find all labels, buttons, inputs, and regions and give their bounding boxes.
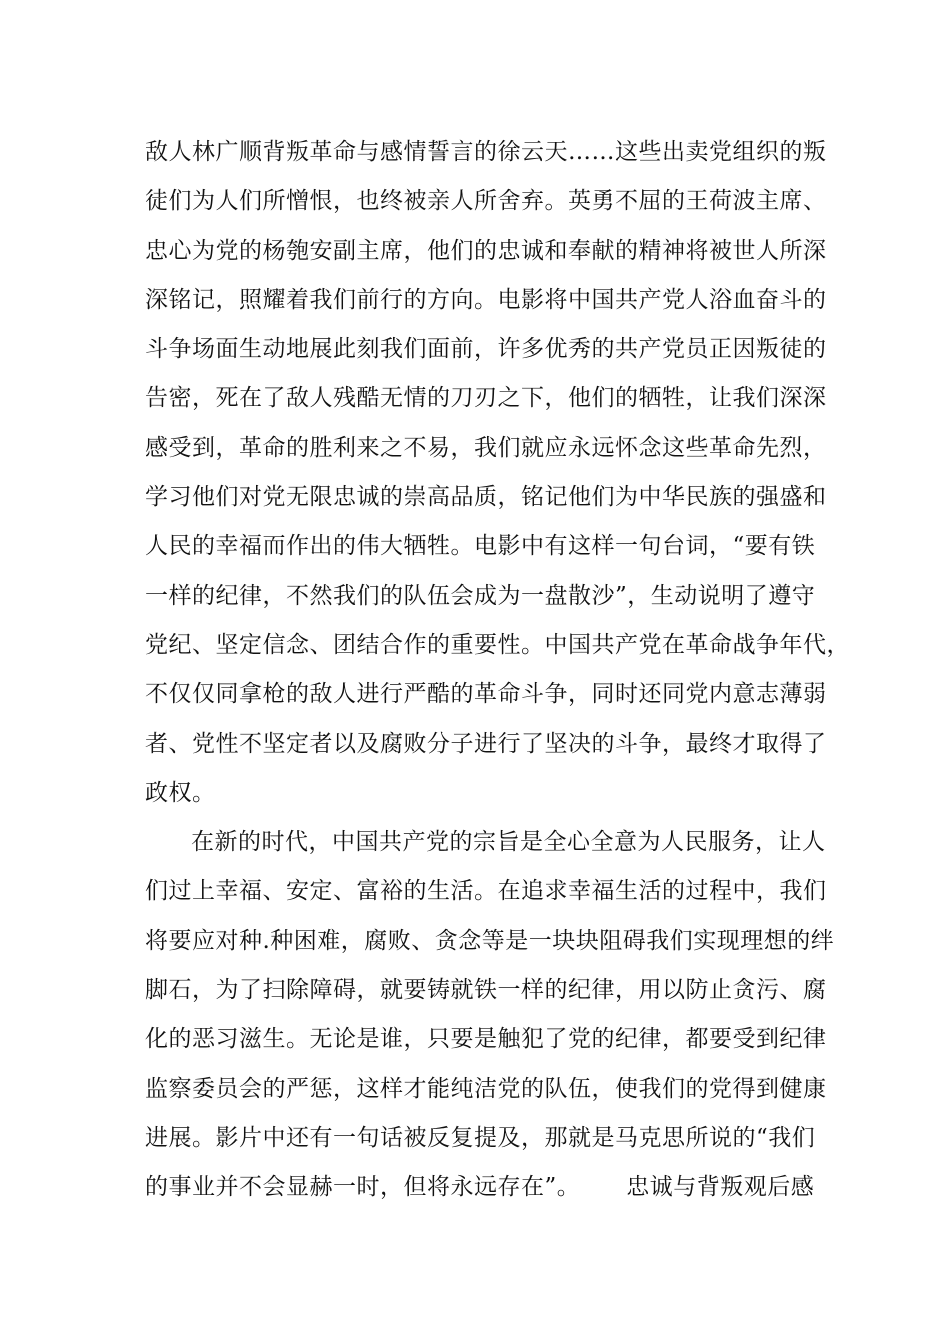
text-line-last bbox=[145, 1163, 825, 1212]
text-line: 将要应对种.种困难，腐败、贪念等是一块块阻碍我们实现理想的绊 bbox=[145, 927, 835, 954]
last-line-text: 的事业并不会显赫一时，但将永远存在”。 bbox=[145, 1174, 581, 1201]
text-line: 政权。 bbox=[145, 779, 216, 806]
text-line: 脚石，为了扫除障碍，就要铸就铁一样的纪律，用以防止贪污、腐 bbox=[145, 977, 827, 1004]
text-line: 深铭记，照耀着我们前行的方向。电影将中国共产党人浴血奋斗的 bbox=[145, 286, 827, 313]
body-text bbox=[145, 128, 850, 1213]
next-article-title: 忠诚与背叛观后感 bbox=[626, 1174, 815, 1201]
text-line: 进展。影片中还有一句话被反复提及，那就是马克思所说的“我们 bbox=[145, 1124, 816, 1151]
text-line: 党纪、坚定信念、团结合作的重要性。中国共产党在革命战争年代， bbox=[145, 631, 850, 658]
text-line: 感受到，革命的胜利来之不易，我们就应永远怀念这些革命先烈， bbox=[145, 434, 827, 461]
text-line: 们过上幸福、安定、富裕的生活。在追求幸福生活的过程中，我们 bbox=[145, 878, 827, 905]
text-line: 学习他们对党无限忠诚的崇高品质，铭记他们为中华民族的强盛和 bbox=[145, 484, 827, 511]
paragraph-2 bbox=[145, 818, 835, 1212]
text-line: 不仅仅同拿枪的敌人进行严酷的革命斗争，同时还同党内意志薄弱 bbox=[145, 681, 827, 708]
text-line: 人民的幸福而作出的伟大牺牲。电影中有这样一句台词，“要有铁 bbox=[145, 533, 816, 560]
text-line: 者、党性不坚定者以及腐败分子进行了坚决的斗争，最终才取得了 bbox=[145, 730, 827, 757]
text-line: 监察委员会的严惩，这样才能纯洁党的队伍，使我们的党得到健康 bbox=[145, 1075, 827, 1102]
text-line: 在新的时代，中国共产党的宗旨是全心全意为人民服务，让人 bbox=[191, 829, 826, 856]
text-line: 化的恶习滋生。无论是谁，只要是触犯了党的纪律，都要受到纪律 bbox=[145, 1026, 827, 1053]
text-line: 忠心为党的杨匏安副主席，他们的忠诚和奉献的精神将被世人所深 bbox=[145, 237, 827, 264]
text-line: 徒们为人们所憎恨，也终被亲人所舍弃。英勇不屈的王荷波主席、 bbox=[145, 188, 827, 215]
text-line: 敌人林广顺背叛革命与感情誓言的徐云天……这些出卖党组织的叛 bbox=[145, 139, 827, 165]
text-line: 告密，死在了敌人残酷无情的刀刃之下，他们的牺牲，让我们深深 bbox=[145, 385, 827, 412]
text-line: 斗争场面生动地展此刻我们面前，许多优秀的共产党员正因叛徒的 bbox=[145, 336, 827, 363]
paragraph-1 bbox=[145, 128, 850, 818]
text-line: 一样的纪律，不然我们的队伍会成为一盘散沙”，生动说明了遵守 bbox=[145, 582, 816, 609]
